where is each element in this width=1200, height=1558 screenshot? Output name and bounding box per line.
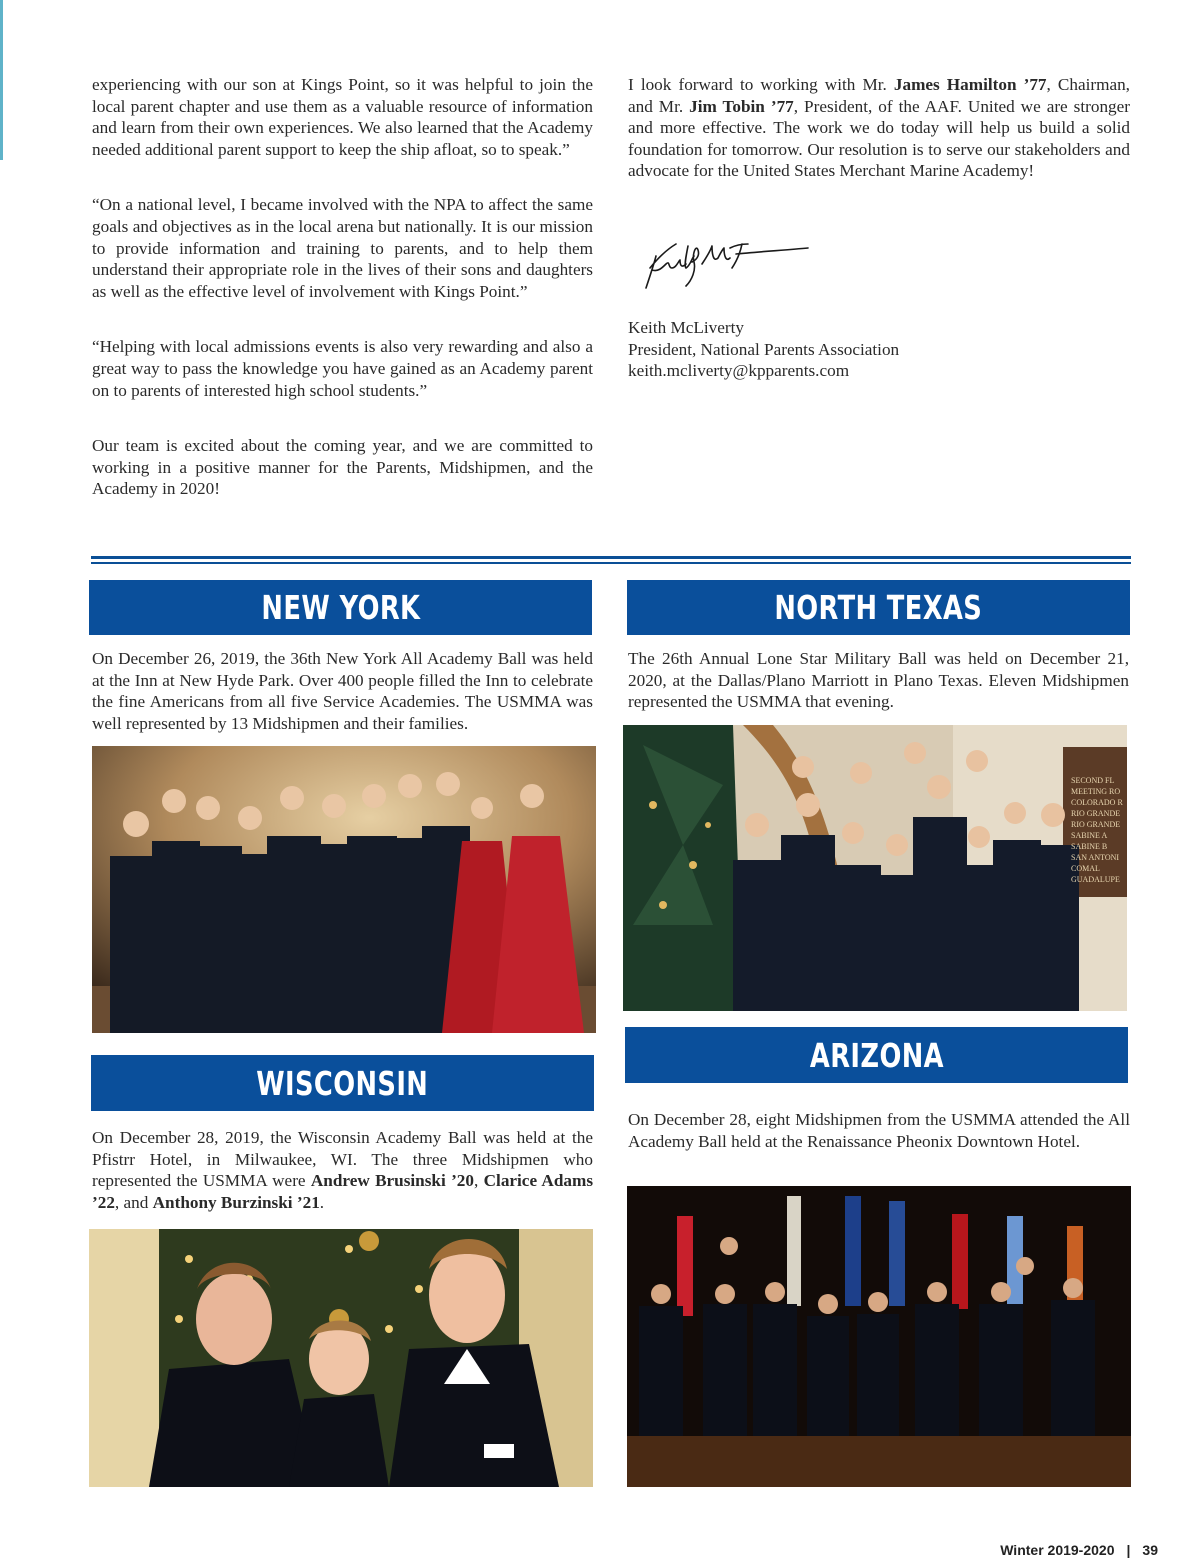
left-paragraph-4: Our team is excited about the coming year, and we are committed to working in a positive manner for the Parents, Midshipmen, and the Academy in 2020! — [92, 436, 593, 499]
signer-title: President, National Parents Association — [628, 339, 900, 359]
north-texas-body: The 26th Annual Lone Star Military Ball was held on December 21, 2020, at the Dallas/Plano Marriott in Plano Texas. Eleven Midshipmen represented the USMMA that evening. — [628, 649, 1129, 712]
sign-line: MEETING RO — [1071, 787, 1121, 796]
arizona-heading: ARIZONA — [809, 1035, 944, 1075]
left-paragraph-1: experiencing with our son at Kings Point, so it was helpful to join the local parent chapter and use them as a valuable resource of information and learn from their own experiences. We also learned that the Academy needed additional parent support to keep the ship afloat, so to speak.” — [92, 75, 593, 159]
sign-line: SECOND FL — [1071, 776, 1115, 785]
divider-rule-bottom — [91, 562, 1131, 564]
signer-name: Keith McLiverty — [628, 318, 744, 337]
text-run: . — [319, 1192, 325, 1212]
text-run: , and — [114, 1192, 153, 1212]
arizona-photo — [627, 1186, 1131, 1487]
new-york-body: On December 26, 2019, the 36th New York All Academy Ball was held at the Inn at New Hyde Park. Over 400 people filled the Inn to celebrate the fine Americans from all five Service Academies. The USMMA was well represented by 13 Midshipmen and their families. — [92, 649, 593, 733]
signature-image — [636, 228, 816, 298]
sign-line: COLORADO R — [1071, 798, 1123, 807]
wisconsin-photo — [89, 1229, 593, 1487]
new-york-banner — [89, 580, 592, 635]
sign-line: SABINE B — [1071, 842, 1108, 851]
text-run: , Chairman, and Mr. — [628, 75, 1130, 116]
wisconsin-heading: WISCONSIN — [256, 1063, 429, 1103]
arizona-banner — [625, 1027, 1128, 1083]
wisconsin-body — [92, 1127, 593, 1213]
right-paragraph-1 — [628, 74, 1130, 182]
right-column-text — [628, 74, 1130, 216]
left-paragraph-3: “Helping with local admissions events is also very rewarding and also a great way to pass the knowledge you have gained as an Academy parent on to parents of interested high school students.” — [92, 337, 593, 400]
page-number: 39 — [1142, 1542, 1158, 1558]
name-clarice-adams: Clarice Adams ’22 — [92, 1171, 594, 1212]
sign-line: SABINE A — [1071, 831, 1108, 840]
north-texas-photo — [623, 725, 1127, 1011]
left-column-text — [92, 74, 593, 534]
name-andrew-brusinski: Andrew Brusinski ’20 — [310, 1171, 474, 1191]
name-james-hamilton: James Hamilton ’77 — [893, 75, 1047, 94]
sign-line: GUADALUPE — [1071, 875, 1120, 884]
text-run: , — [474, 1171, 484, 1191]
divider-rule-top — [91, 556, 1131, 559]
name-anthony-burzinski: Anthony Burzinski ’21 — [152, 1192, 320, 1212]
north-texas-banner — [627, 580, 1130, 635]
new-york-photo — [92, 746, 596, 1033]
name-jim-tobin: Jim Tobin ’77 — [689, 96, 794, 116]
text-run: , President, of the AAF. United we are stronger and more effective. The work we do today will help us build a solid foundation for tomorrow. Our resolution is to serve our stakeholders and advocate for the United States Merchant Marine Academy! — [628, 96, 1130, 181]
signer-block — [628, 317, 899, 382]
text-run: On December 28, 2019, the Wisconsin Academy Ball was held at the Pfistrr Hotel, in Milwaukee, WI. The three Midshipmen who represented the USMMA were — [92, 1128, 593, 1191]
wisconsin-banner — [91, 1055, 594, 1111]
footer-separator: | — [1126, 1542, 1131, 1558]
sign-line: RIO GRANDE — [1071, 809, 1121, 818]
new-york-heading: NEW YORK — [261, 588, 420, 627]
text-run: I look forward to working with Mr. — [628, 75, 894, 94]
left-paragraph-2: “On a national level, I became involved with the NPA to affect the same goals and objectives as in the local arena but nationally. It is our mission to provide information and training to parents, and to help them understand their appropriate role in the lives of their sons and daughters as well as the effective level of involvement with Kings Point.” — [92, 195, 593, 301]
sign-line: RIO GRANDE — [1071, 820, 1121, 829]
venue-sign — [1071, 775, 1127, 885]
issue-label: Winter 2019-2020 — [1000, 1542, 1115, 1558]
sign-line: SAN ANTONI — [1071, 853, 1120, 862]
arizona-body: On December 28, eight Midshipmen from the USMMA attended the All Academy Ball held at the Renaissance Pheonix Downtown Hotel. — [628, 1110, 1130, 1151]
sign-line: COMAL — [1071, 864, 1100, 873]
side-accent-bar — [0, 0, 3, 160]
north-texas-heading: NORTH TEXAS — [774, 588, 983, 627]
page-footer — [1000, 1542, 1158, 1558]
signer-email: keith.mcliverty@kpparents.com — [628, 361, 850, 381]
